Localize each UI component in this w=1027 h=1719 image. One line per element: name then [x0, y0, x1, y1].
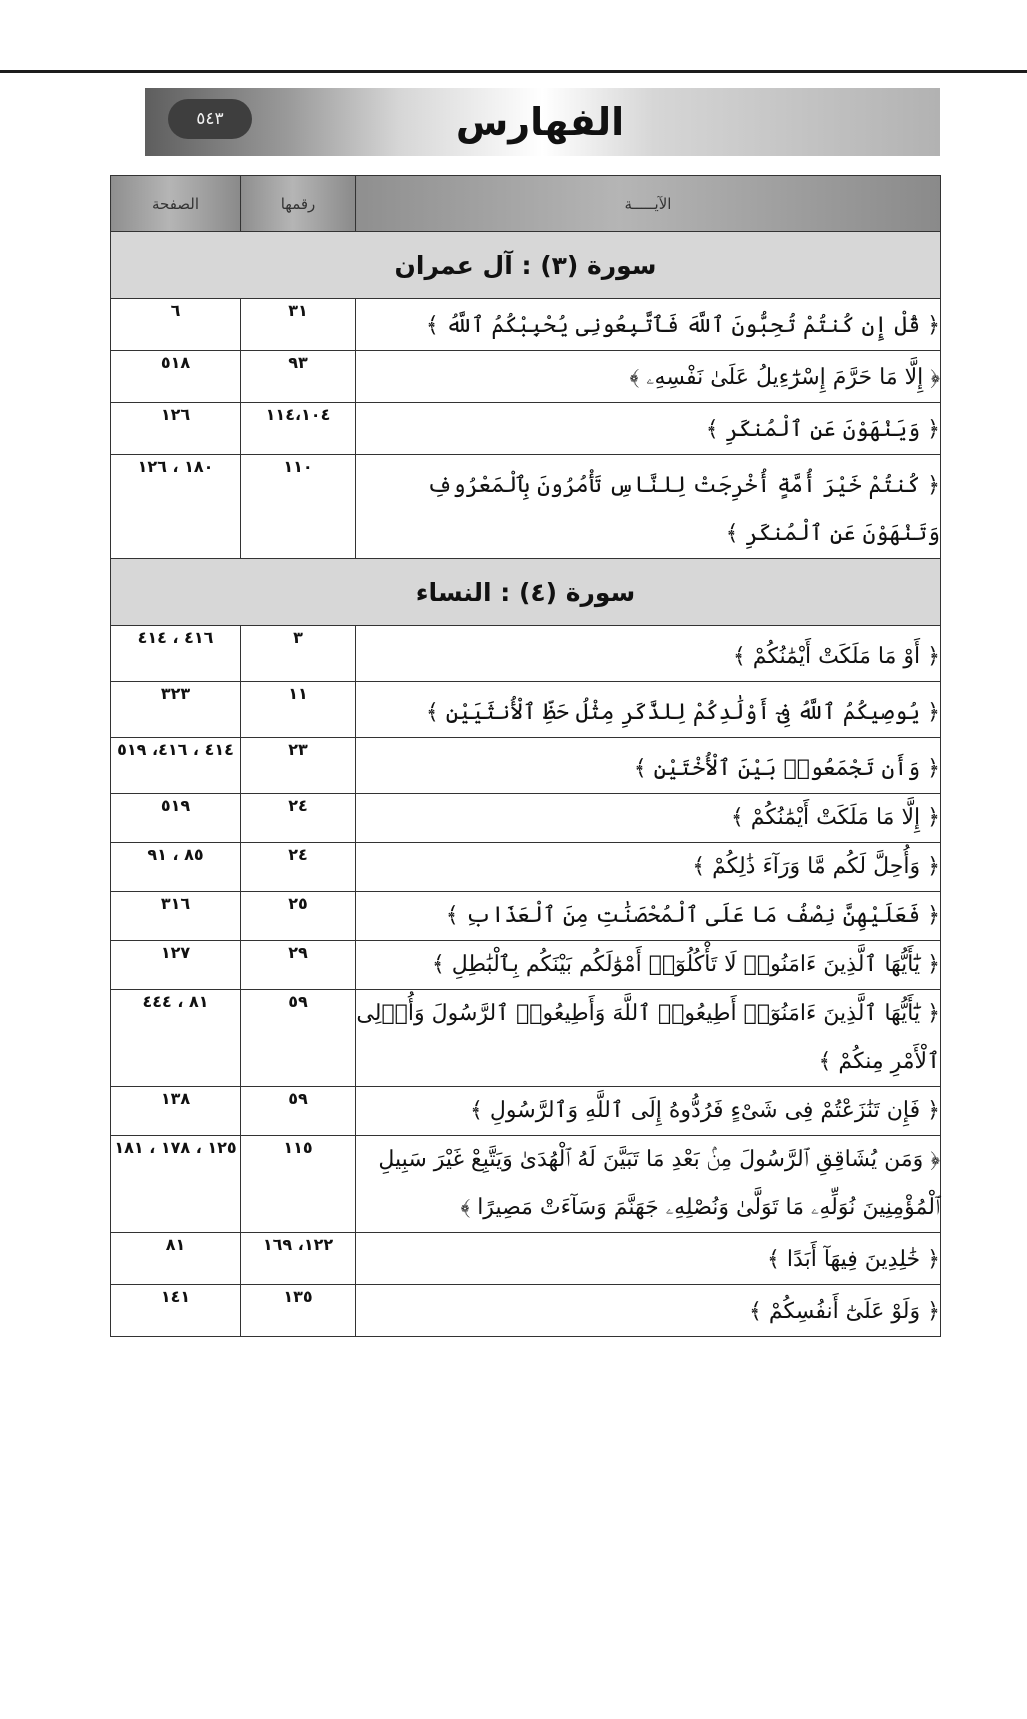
table-row: [111, 990, 941, 1087]
ayah-number: ١١٤،١٠٤: [241, 403, 356, 455]
top-rule: [0, 70, 1027, 73]
page-reference: ١٢٦: [111, 403, 241, 455]
page-reference: ٨٥ ، ٩١: [111, 843, 241, 892]
table-row: [111, 738, 941, 794]
page-reference: ٤١٤ ، ٤١٦، ٥١٩: [111, 738, 241, 794]
ayah-number: ٢٥: [241, 892, 356, 941]
header-number: رقمها: [241, 176, 356, 232]
surah-heading: سورة (٣) : آل عمران: [111, 232, 941, 299]
ayah-number: ٣١: [241, 299, 356, 351]
page-reference: ١٢٥ ، ١٧٨ ، ١٨١: [111, 1136, 241, 1233]
table-row: [111, 1087, 941, 1136]
header-page: الصفحة: [111, 176, 241, 232]
page-title: الفهارس: [455, 100, 625, 144]
table-row: [111, 455, 941, 559]
ayah-number: ١١٠: [241, 455, 356, 559]
ayah-text: ﴿ إِلَّا مَا مَلَكَتْ أَيْمَٰنُكُمْ ﴾: [356, 794, 941, 843]
surah-heading-row: [111, 559, 941, 626]
ayah-number: ١١٥: [241, 1136, 356, 1233]
ayah-text: ﴿ أَوْ مَا مَلَكَتْ أَيْمَٰنُكُمْ ﴾: [356, 626, 941, 682]
page-reference: ١٨٠ ، ١٢٦: [111, 455, 241, 559]
table-row: [111, 403, 941, 455]
surah-heading: سورة (٤) : النساء: [111, 559, 941, 626]
table-row: [111, 299, 941, 351]
ayah-number: ٢٩: [241, 941, 356, 990]
table-header-row: [111, 176, 941, 232]
page-reference: ٣١٦: [111, 892, 241, 941]
ayah-text: ﴿ وَيَنْهَوْنَ عَنِ ٱلْمُنكَرِ ﴾: [356, 403, 941, 455]
ayah-number: ٢٤: [241, 794, 356, 843]
ayah-text: ﴿ قُلْ إِن كُنتُمْ تُحِبُّونَ ٱللَّهَ فَٱتَّبِعُونِى يُحْبِبْكُمُ ٱللَّهُ ﴾: [356, 299, 941, 351]
page-reference: ٦: [111, 299, 241, 351]
ayah-number: ٢٣: [241, 738, 356, 794]
surah-heading-row: [111, 232, 941, 299]
ayah-number: ٥٩: [241, 990, 356, 1087]
ayah-text: ﴿ وَلَوْ عَلَىٰٓ أَنفُسِكُمْ ﴾: [356, 1285, 941, 1337]
ayah-number: ١٢٢، ١٦٩: [241, 1233, 356, 1285]
ayah-text: ﴿ وَمَن يُشَاقِقِ ٱلرَّسُولَ مِنۢ بَعْدِ مَا تَبَيَّنَ لَهُ ٱلْهُدَىٰ وَيَتَّبِعْ غَيْرَ سَبِيلِ ٱلْمُؤْمِنِينَ نُوَلِّهِۦ مَا تَوَلَّىٰ وَنُصْلِهِۦ جَهَنَّمَ وَسَآءَتْ مَصِيرًا ﴾: [356, 1136, 941, 1233]
table-row: [111, 794, 941, 843]
ayah-number: ١١: [241, 682, 356, 738]
page-number: ٥٤٣: [168, 99, 252, 139]
page-reference: ٥١٨: [111, 351, 241, 403]
page-reference: ٨١: [111, 1233, 241, 1285]
table-row: [111, 843, 941, 892]
ayah-text: ﴿ فَإِن تَنَٰزَعْتُمْ فِى شَىْءٍ فَرُدُّوهُ إِلَى ٱللَّهِ وَٱلرَّسُولِ ﴾: [356, 1087, 941, 1136]
table-row: [111, 626, 941, 682]
page-reference: ١٢٧: [111, 941, 241, 990]
ayah-number: ٩٣: [241, 351, 356, 403]
ayah-number: ٢٤: [241, 843, 356, 892]
ayah-number: ٣: [241, 626, 356, 682]
ayah-text: ﴿ إِلَّا مَا حَرَّمَ إِسْرَٰٓءِيلُ عَلَىٰ نَفْسِهِۦ ﴾: [356, 351, 941, 403]
ayah-number: ٥٩: [241, 1087, 356, 1136]
table-row: [111, 892, 941, 941]
page-reference: ٥١٩: [111, 794, 241, 843]
page-reference: ١٤١: [111, 1285, 241, 1337]
ayah-text: ﴿ يُوصِيكُمُ ٱللَّهُ فِىٓ أَوْلَٰدِكُمْ لِلذَّكَرِ مِثْلُ حَظِّ ٱلْأُنثَيَيْنِ ﴾: [356, 682, 941, 738]
header-ayah: الآيـــــة: [356, 176, 941, 232]
ayah-text: ﴿ خَٰلِدِينَ فِيهَآ أَبَدًا ﴾: [356, 1233, 941, 1285]
table-row: [111, 941, 941, 990]
page-reference: ٣٢٣: [111, 682, 241, 738]
table-row: [111, 682, 941, 738]
ayah-text: ﴿ فَعَلَيْهِنَّ نِصْفُ مَا عَلَى ٱلْمُحْصَنَٰتِ مِنَ ٱلْعَذَابِ ﴾: [356, 892, 941, 941]
table-row: [111, 1233, 941, 1285]
ayah-text: ﴿ يَٰٓأَيُّهَا ٱلَّذِينَ ءَامَنُوا۟ لَا تَأْكُلُوٓا۟ أَمْوَٰلَكُم بَيْنَكُم بِٱلْبَٰطِلِ ﴾: [356, 941, 941, 990]
page-reference: ٨١ ، ٤٤٤: [111, 990, 241, 1087]
table-row: [111, 1136, 941, 1233]
ayah-number: ١٣٥: [241, 1285, 356, 1337]
page-reference: ٤١٦ ، ٤١٤: [111, 626, 241, 682]
verse-index-table: [110, 175, 941, 1337]
table-row: [111, 351, 941, 403]
ayah-text: ﴿ كُنتُمْ خَيْرَ أُمَّةٍ أُخْرِجَتْ لِلنَّاسِ تَأْمُرُونَ بِٱلْمَعْرُوفِ وَتَنْهَوْنَ عَنِ ٱلْمُنكَرِ ﴾: [356, 455, 941, 559]
ayah-text: ﴿ يَٰٓأَيُّهَا ٱلَّذِينَ ءَامَنُوٓا۟ أَطِيعُوا۟ ٱللَّهَ وَأَطِيعُوا۟ ٱلرَّسُولَ وَأُو۟لِى ٱلْأَمْرِ مِنكُمْ ﴾: [356, 990, 941, 1087]
ayah-text: ﴿ وَأَن تَجْمَعُوا۟ بَيْنَ ٱلْأُخْتَيْنِ ﴾: [356, 738, 941, 794]
page-reference: ١٣٨: [111, 1087, 241, 1136]
ayah-text: ﴿ وَأُحِلَّ لَكُم مَّا وَرَآءَ ذَٰلِكُمْ ﴾: [356, 843, 941, 892]
table-row: [111, 1285, 941, 1337]
